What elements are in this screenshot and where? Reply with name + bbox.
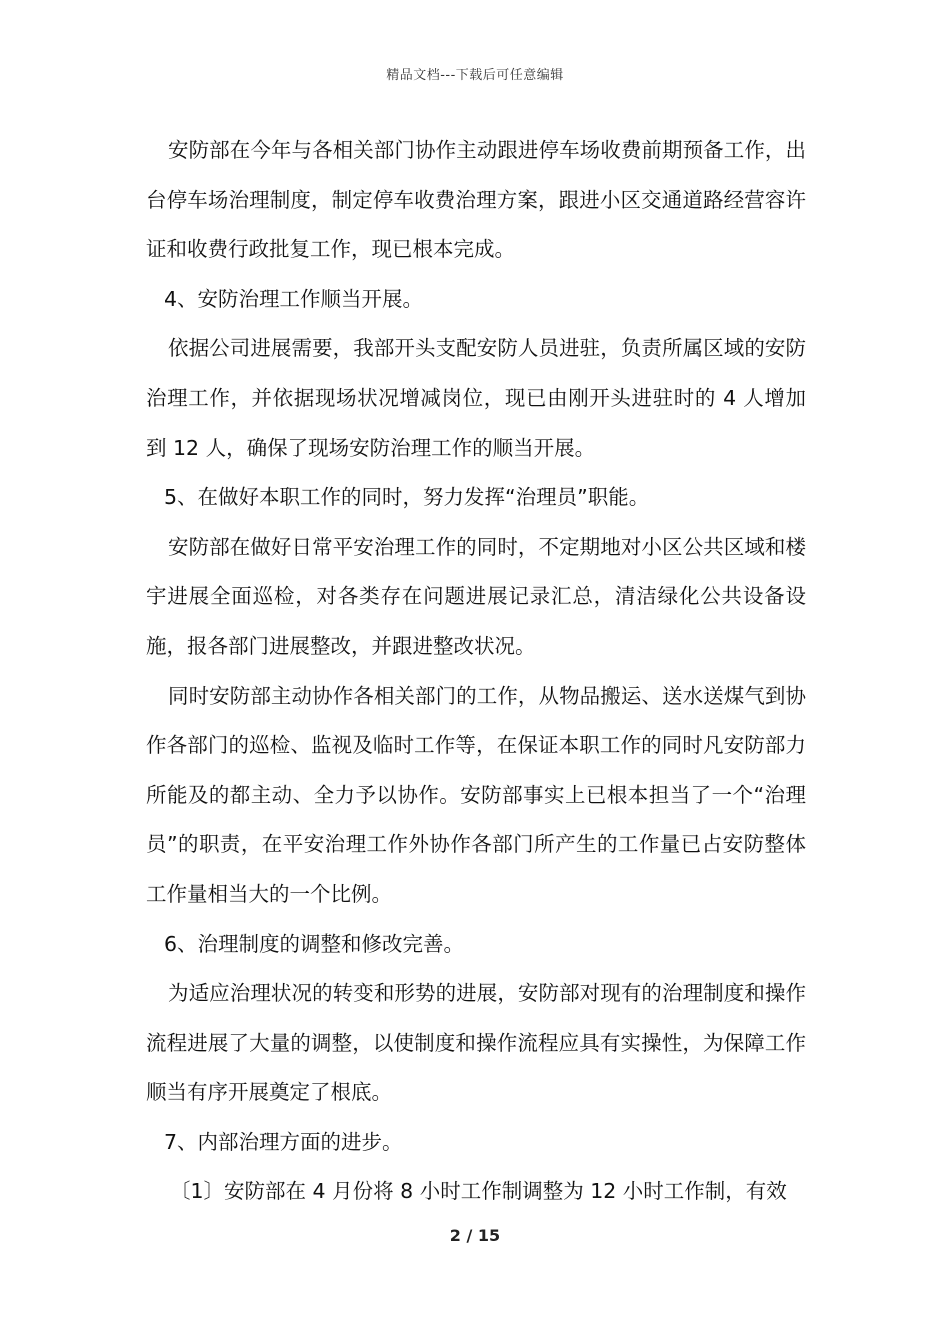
page-number: 2 / 15	[449, 1226, 501, 1245]
section-heading-7: 7、内部治理方面的进步。	[164, 1129, 403, 1154]
paragraph-staffing: 依据公司进展需要，我部开头支配安防人员进驻，负责所属区域的安防治理工作，并依据现场状况增减岗位，现已由刚开头进驻时的 4 人增加到 12 人，确保了现场安防治理工作的顺当开展。	[146, 336, 806, 460]
paragraph-parking-fee: 安防部在今年与各相关部门协作主动跟进停车场收费前期预备工作，出台停车场治理制度，制定停车收费治理方案，跟进小区交通道路经营容许证和收费行政批复工作，现已根本完成。	[146, 138, 806, 262]
paragraph-cooperation: 同时安防部主动协作各相关部门的工作，从物品搬运、送水送煤气到协作各部门的巡检、监视及临时工作等，在保证本职工作的同时凡安防部力所能及的都主动、全力予以协作。安防部事实上已根本担当了一个“治理员”的职责，在平安治理工作外协作各部门所产生的工作量已占安防整体工作量相当大的一个比例。	[146, 683, 806, 906]
paragraph-regulations: 为适应治理状况的转变和形势的进展，安防部对现有的治理制度和操作流程进展了大量的调整，以使制度和操作流程应具有实操性，为保障工作顺当有序开展奠定了根底。	[146, 981, 806, 1105]
section-heading-5: 5、在做好本职工作的同时，努力发挥“治理员”职能。	[164, 485, 650, 510]
section-heading-4: 4、安防治理工作顺当开展。	[164, 286, 424, 311]
page-header: 精品文档---下载后可任意编辑	[386, 68, 564, 83]
document-body	[146, 126, 806, 1217]
paragraph-inspection: 安防部在做好日常平安治理工作的同时，不定期地对小区公共区域和楼宇进展全面巡检，对各类存在问题进展记录汇总，清洁绿化公共设备设施，报各部门进展整改，并跟进整改状况。	[146, 534, 806, 658]
paragraph-work-schedule: 〔1〕安防部在 4 月份将 8 小时工作制调整为 12 小时工作制，有效	[170, 1179, 787, 1204]
section-heading-6: 6、治理制度的调整和修改完善。	[164, 931, 465, 956]
